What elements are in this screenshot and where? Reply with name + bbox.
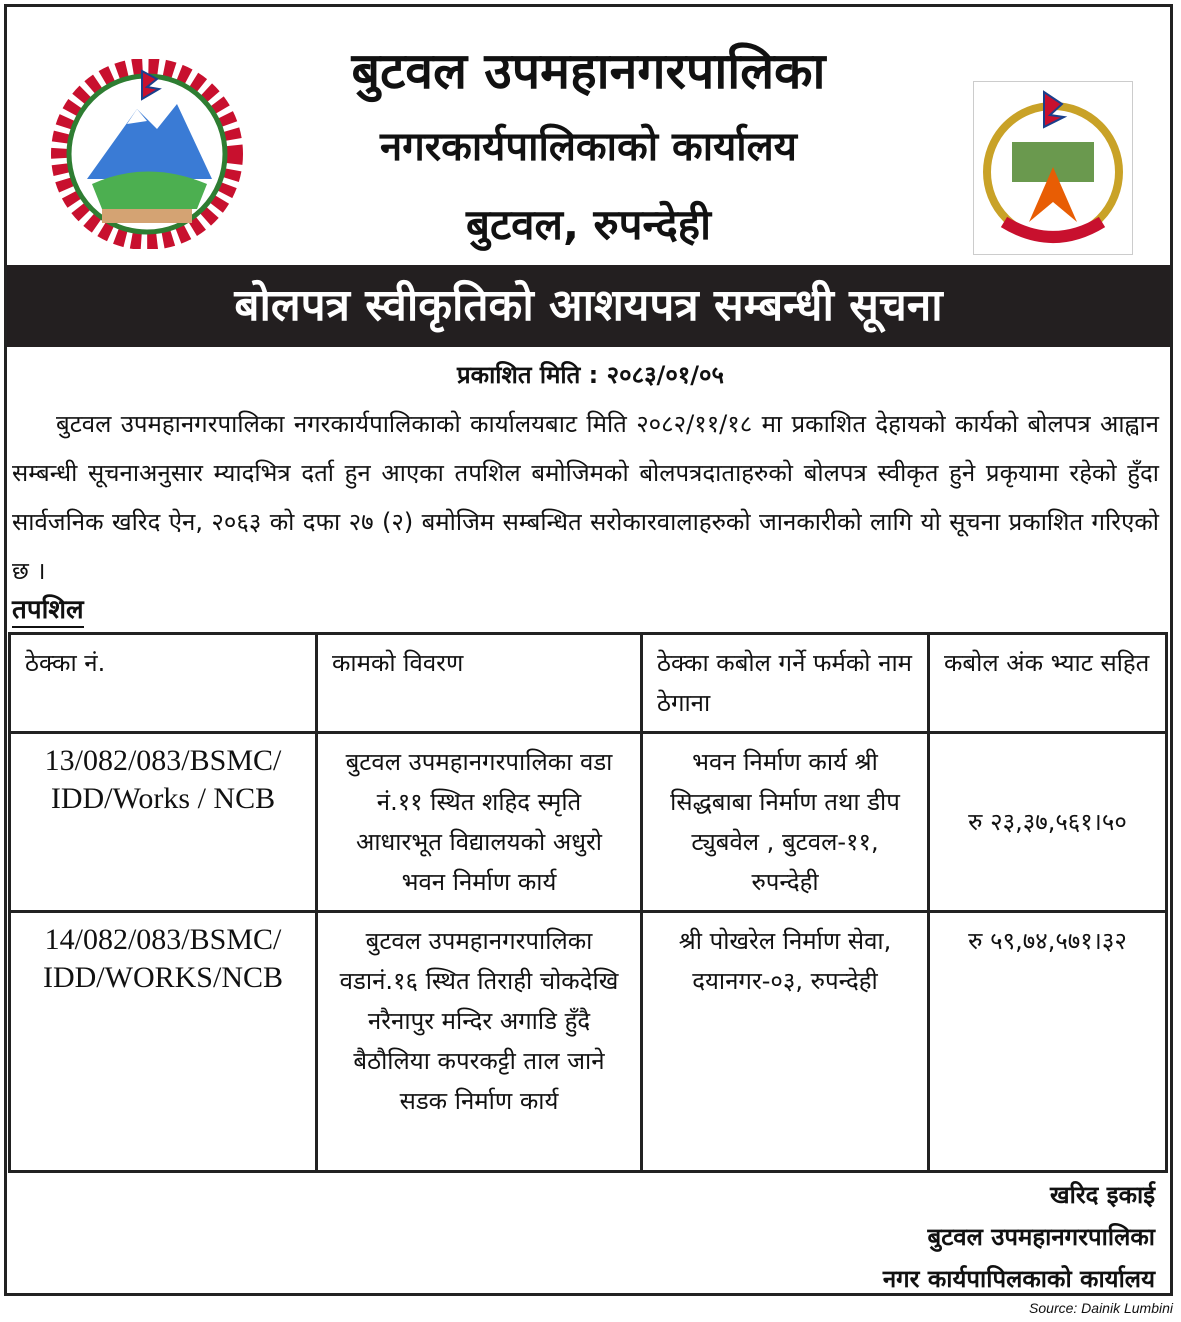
table-row xyxy=(10,912,1167,1172)
notice-title-banner: बोलपत्र स्वीकृतिको आशयपत्र सम्बन्धी सूचना xyxy=(7,265,1170,347)
details-heading: तपशिल xyxy=(12,590,84,628)
source-credit: Source: Dainik Lumbini xyxy=(1029,1300,1173,1316)
col-contract-no: ठेक्का नं. xyxy=(10,634,317,733)
amount: रु २३,३७,५६१।५० xyxy=(929,733,1167,912)
firm: भवन निर्माण कार्य श्री सिद्धबाबा निर्माण तथा डीप ट्युबवेल , बुटवल-११, रुपन्देही xyxy=(642,733,929,912)
amount: रु ५९,७४,५७१।३२ xyxy=(929,912,1167,1172)
notice-body: बुटवल उपमहानगरपालिका नगरकार्यपालिकाको कार्यालयबाट मिति २०८२/११/१८ मा प्रकाशित देहायको कार्यको बोलपत्र आह्वान सम्बन्धी सूचनाअनुसार म्यादभित्र दर्ता हुन आएका तपशिल बमोजिमको बोलपत्रदाताहरुको बोलपत्र स्वीकृत हुने प्रकृयामा रहेको हुँदा सार्वजनिक खरिद ऐन, २०६३ को दफा २७ (२) बमोजिम सम्बन्धित सरोकारवालाहरुको जानकारीको लागि यो सूचना प्रकाशित गरिएको छ । xyxy=(12,410,1159,585)
location: बुटवल, रुपन्देही xyxy=(466,200,711,249)
signature-office: नगर कार्यपापिलकाको कार्यालय xyxy=(882,1265,1155,1293)
table-header-row xyxy=(10,634,1167,733)
signature-unit: खरिद इकाई xyxy=(1050,1181,1155,1209)
col-firm: ठेक्का कबोल गर्ने फर्मको नाम ठेगाना xyxy=(642,634,929,733)
firm: श्री पोखरेल निर्माण सेवा, दयानगर-०३, रुपन्देही xyxy=(642,912,929,1172)
col-amount: कबोल अंक भ्याट सहित xyxy=(929,634,1167,733)
published-value: २०८३/०१/०५ xyxy=(606,361,725,389)
signature-municipality: बुटवल उपमहानगरपालिका xyxy=(927,1223,1155,1251)
contract-no: 14/082/083/BSMC/ IDD/WORKS/NCB xyxy=(10,912,317,1172)
published-date xyxy=(0,358,1181,391)
header xyxy=(7,7,1170,265)
municipality-title: बुटवल उपमहानगरपालिका xyxy=(351,42,826,100)
col-description: कामको विवरण xyxy=(317,634,642,733)
published-label: प्रकाशित मिति : xyxy=(456,361,599,389)
description: बुटवल उपमहानगरपालिका वडानं.१६ स्थित तिराही चोकदेखि नरैनापुर मन्दिर अगाडि हुँदै बैठौलिया कपरकट्टी ताल जाने सडक निर्माण कार्य xyxy=(317,912,642,1172)
contracts-table xyxy=(8,632,1168,1173)
table-row xyxy=(10,733,1167,912)
office-title: नगरकार्यपालिकाको कार्यालय xyxy=(380,124,797,170)
contract-no: 13/082/083/BSMC/ IDD/Works / NCB xyxy=(10,733,317,912)
description: बुटवल उपमहानगरपालिका वडा नं.११ स्थित शहिद स्मृति आधारभूत विद्यालयको अधुरो भवन निर्माण कार्य xyxy=(317,733,642,912)
signature-block xyxy=(883,1174,1155,1300)
